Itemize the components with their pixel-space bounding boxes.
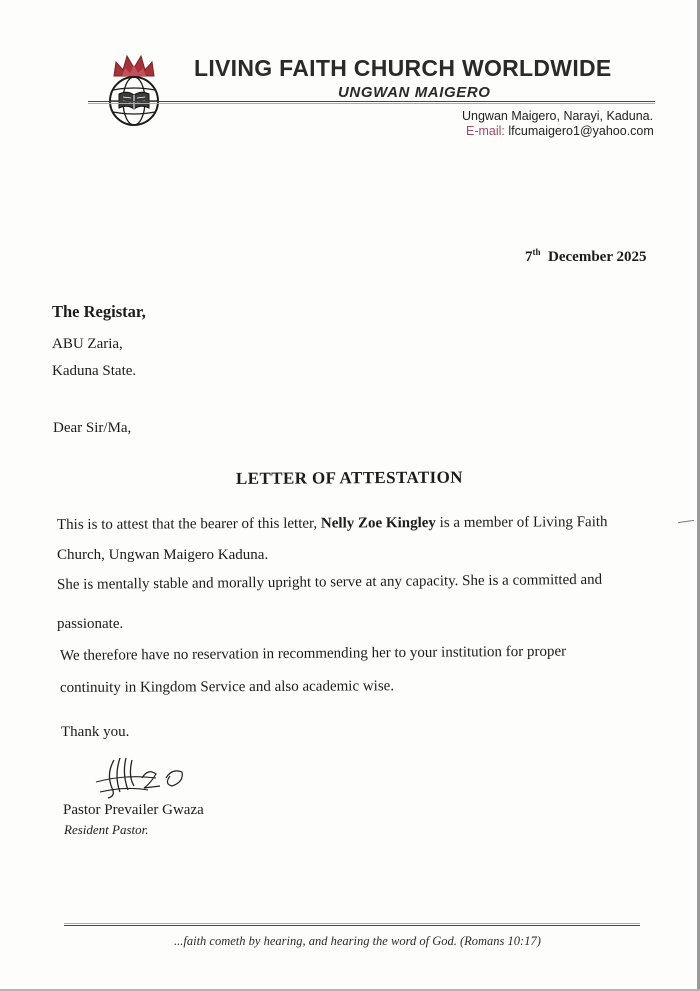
- date-suffix: th: [532, 247, 541, 257]
- branch-name: UNGWAN MAIGERO: [338, 84, 491, 101]
- letter-date: [525, 249, 646, 266]
- letter-subject: LETTER OF ATTESTATION: [235, 467, 464, 488]
- recipient-title: The Registar,: [52, 302, 146, 321]
- church-logo-icon: [92, 46, 176, 130]
- paragraph-3-line-2: continuity in Kingdom Service and also academic wise.: [59, 678, 395, 696]
- closing: Thank you.: [61, 724, 130, 740]
- email-line: [466, 124, 654, 138]
- letterhead-divider-shadow: [88, 103, 655, 104]
- signatory-role: Resident Pastor.: [64, 822, 149, 837]
- footer-divider: [64, 925, 640, 926]
- recipient-line: ABU Zaria,: [52, 336, 123, 352]
- p1-text-after: is a member of Living Faith: [435, 514, 608, 532]
- paragraph-3-line-1: We therefore have no reservation in recommending her to your institution for proper: [59, 643, 567, 664]
- salutation: Dear Sir/Ma,: [53, 420, 132, 436]
- date-day: 7: [525, 249, 533, 265]
- paragraph-2-line-2: passionate.: [57, 616, 124, 632]
- footer-scripture: ...faith cometh by hearing, and hearing the word of God. (Romans 10:17): [174, 934, 541, 948]
- letterhead-divider: [88, 101, 655, 102]
- paragraph-1-line-2: Church, Ungwan Maigero Kaduna.: [57, 547, 269, 563]
- date-month-year: December 2025: [548, 249, 647, 265]
- paragraph-2-line-1: She is mentally stable and morally upright to serve at any capacity. She is a committed and: [56, 571, 603, 593]
- pastor-signature-icon: [86, 752, 196, 802]
- email-label: E-mail:: [466, 124, 505, 138]
- recipient-line: Kaduna State.: [52, 363, 137, 379]
- p1-text-before: This is to attest that the bearer of this letter,: [56, 515, 321, 533]
- email-address: lfcumaigero1@yahoo.com: [508, 124, 654, 138]
- church-name: LIVING FAITH CHURCH WORLDWIDE: [194, 55, 612, 81]
- signatory-name: Pastor Prevailer Gwaza: [63, 802, 204, 818]
- paragraph-1-line-1: [57, 514, 608, 534]
- member-name: Nelly Zoe Kingley: [320, 515, 436, 532]
- margin-mark: [678, 520, 694, 523]
- footer-divider-shadow: [64, 923, 640, 924]
- church-address: Ungwan Maigero, Narayi, Kaduna.: [462, 109, 654, 123]
